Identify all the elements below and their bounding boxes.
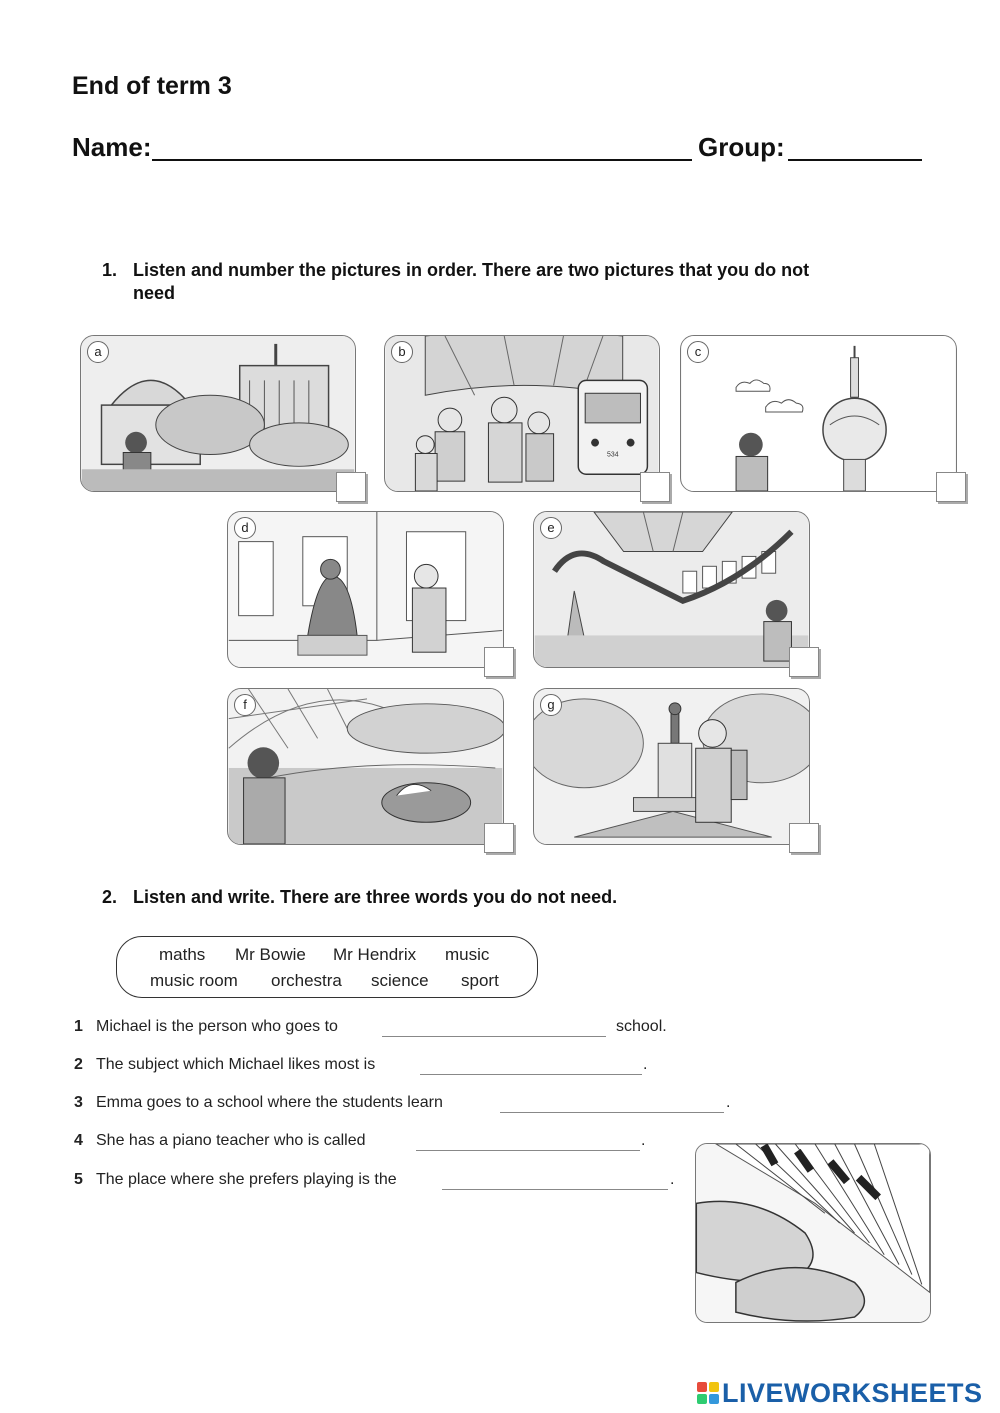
picture-e-letter: e: [540, 517, 562, 539]
word-bank-item: Mr Hendrix: [333, 945, 417, 964]
answer-box-a[interactable]: [336, 472, 366, 502]
group-label: Group:: [698, 132, 785, 162]
sentence-item-1: [74, 1018, 714, 1040]
picture-e: [533, 511, 810, 668]
answer-blank-4[interactable]: [416, 1150, 640, 1151]
answer-box-c[interactable]: [936, 472, 966, 502]
question-2-number: 2.: [102, 887, 118, 907]
item-text: The subject which Michael likes most is: [96, 1056, 376, 1073]
item-ending: .: [670, 1171, 675, 1188]
page-title: End of term 3: [72, 72, 232, 100]
question-1: [102, 259, 922, 307]
museum-illustration: [228, 512, 503, 667]
answer-box-g[interactable]: [789, 823, 819, 853]
picture-b-letter: b: [391, 341, 413, 363]
picture-f: [227, 688, 504, 845]
sentence-item-5: [74, 1171, 714, 1193]
park-statue-illustration: [534, 689, 809, 844]
piano-hands-illustration: [696, 1144, 930, 1322]
word-bank-item: maths: [159, 945, 206, 964]
item-number: 3: [74, 1094, 83, 1111]
word-bank-item: science: [371, 971, 429, 990]
train-number-label: 534: [607, 451, 619, 459]
liveworksheets-logo-icon: [697, 1382, 719, 1404]
question-2: [102, 886, 802, 910]
picture-c: [680, 335, 957, 492]
answer-blank-5[interactable]: [442, 1189, 668, 1190]
picture-a: [80, 335, 356, 492]
piano-picture: [695, 1143, 931, 1323]
sentence-item-2: [74, 1056, 714, 1078]
item-number: 2: [74, 1056, 83, 1073]
word-bank-item: music: [445, 945, 490, 964]
sentence-item-4: [74, 1132, 714, 1154]
item-ending: .: [726, 1094, 731, 1111]
name-field[interactable]: [152, 159, 692, 161]
answer-blank-3[interactable]: [500, 1112, 724, 1113]
dinosaur-hall-illustration: [534, 512, 809, 667]
tv-tower-illustration: [681, 336, 956, 491]
zoo-hippo-illustration: [228, 689, 503, 844]
question-2-instruction: Listen and write. There are three words you do not need.: [133, 887, 618, 907]
answer-box-e[interactable]: [789, 647, 819, 677]
word-bank-item: sport: [461, 971, 499, 990]
group-field[interactable]: [788, 159, 922, 161]
picture-d: [227, 511, 504, 668]
picture-a-letter: a: [87, 341, 109, 363]
picture-g-letter: g: [540, 694, 562, 716]
question-1-number: 1.: [102, 260, 118, 280]
word-bank-item: music room: [150, 971, 238, 990]
word-bank-item: Mr Bowie: [235, 945, 306, 964]
picture-d-letter: d: [234, 517, 256, 539]
item-ending: .: [643, 1056, 648, 1073]
picture-b: [384, 335, 660, 492]
item-text: She has a piano teacher who is called: [96, 1132, 366, 1149]
picture-f-letter: f: [234, 694, 256, 716]
item-number: 1: [74, 1018, 83, 1035]
item-number: 5: [74, 1171, 83, 1188]
sentence-item-3: [74, 1094, 754, 1116]
name-group-row: [72, 132, 932, 166]
word-bank: [116, 936, 538, 998]
item-text: The place where she prefers playing is the: [96, 1171, 397, 1188]
item-ending: .: [641, 1132, 646, 1149]
answer-box-d[interactable]: [484, 647, 514, 677]
name-label: Name:: [72, 132, 152, 162]
item-text: Michael is the person who goes to: [96, 1018, 338, 1035]
brand-name: LIVEWORKSHEETS: [722, 1378, 983, 1408]
train-station-illustration: [385, 336, 659, 491]
item-number: 4: [74, 1132, 83, 1149]
question-1-instruction-line2: need: [133, 283, 176, 303]
answer-blank-1[interactable]: [382, 1036, 606, 1037]
item-text: Emma goes to a school where the students learn: [96, 1094, 443, 1111]
reichstag-illustration: [81, 336, 355, 491]
picture-c-letter: c: [687, 341, 709, 363]
question-1-instruction-line1: Listen and number the pictures in order. There are two pictures that you do not: [133, 260, 810, 280]
picture-g: [533, 688, 810, 845]
answer-box-b[interactable]: [640, 472, 670, 502]
answer-blank-2[interactable]: [420, 1074, 642, 1075]
item-ending: school.: [616, 1018, 667, 1035]
word-bank-item: orchestra: [271, 971, 342, 990]
answer-box-f[interactable]: [484, 823, 514, 853]
